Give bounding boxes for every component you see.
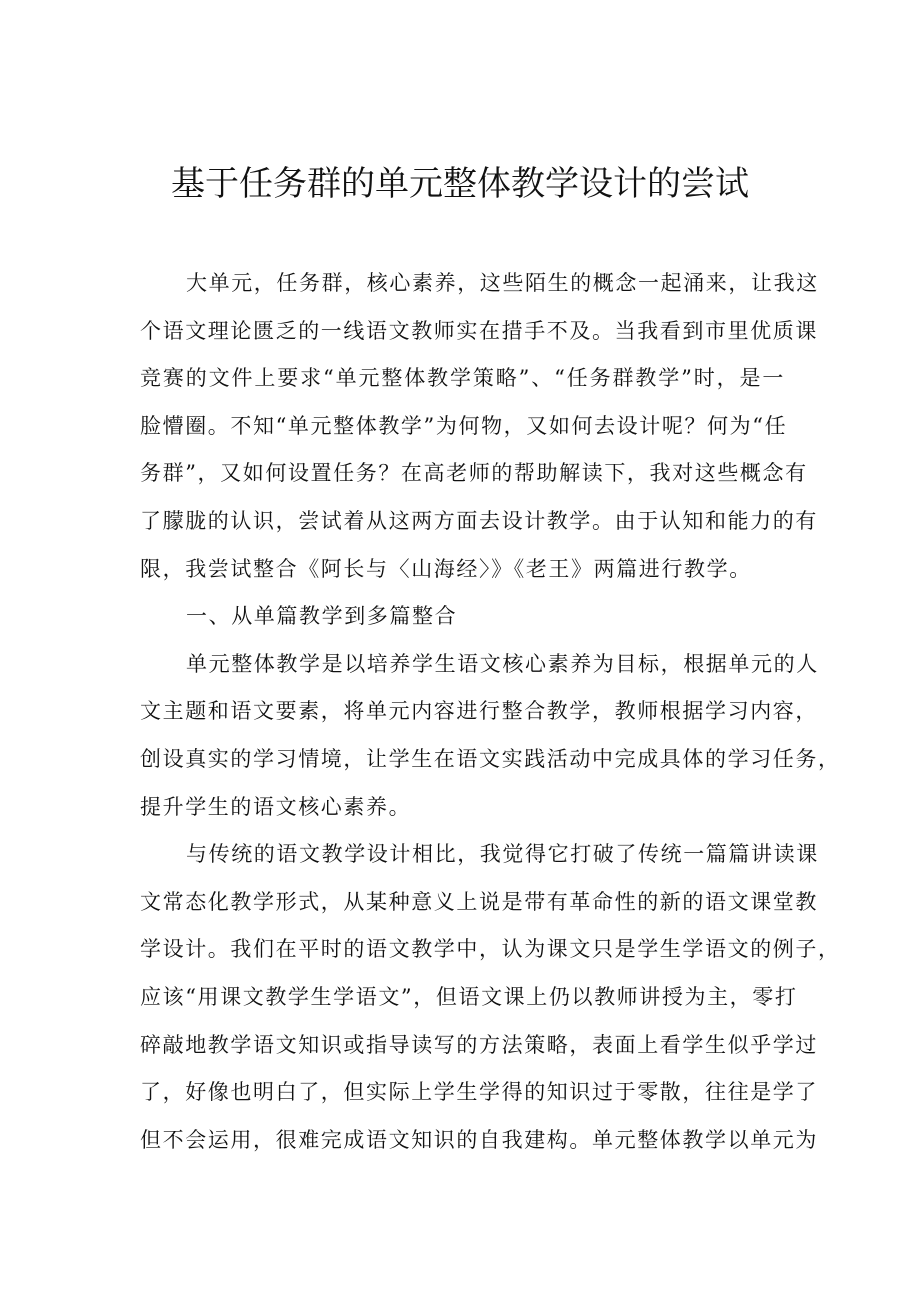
paragraph-line: 文常态化教学形式，从某种意义上说是带有革命性的新的语文课堂教 bbox=[140, 889, 818, 914]
paragraph-line: 务群”，又如何设置任务？在高老师的帮助解读下，我对这些概念有 bbox=[140, 461, 808, 486]
document-body bbox=[140, 260, 841, 1164]
paragraph-line: 但不会运用，很难完成语文知识的自我建构。单元整体教学以单元为 bbox=[140, 1127, 818, 1152]
paragraph-line: 学设计。我们在平时的语文教学中，认为课文只是学生学语文的例子， bbox=[140, 937, 841, 962]
paragraph-line: 限，我尝试整合《阿长与〈山海经〉》《老王》两篇进行教学。 bbox=[140, 556, 752, 581]
paragraph-line: 了朦胧的认识，尝试着从这两方面去设计教学。由于认知和能力的有 bbox=[140, 508, 818, 533]
paragraph-line: 脸懵圈。不知“单元整体教学”为何物，又如何去设计呢？何为“任 bbox=[140, 413, 788, 438]
paragraph-line: 了，好像也明白了，但实际上学生学得的知识过于零散，往往是学了 bbox=[140, 1080, 818, 1105]
paragraph-line: 竞赛的文件上要求“单元整体教学策略”、“任务群教学”时，是一 bbox=[140, 366, 785, 391]
document-title: 基于任务群的单元整体教学设计的尝试 bbox=[171, 164, 749, 204]
paragraph-line: 大单元，任务群，核心素养，这些陌生的概念一起涌来，让我这 bbox=[186, 271, 819, 295]
paragraph-line: 应该“用课文教学生学语文”，但语文课上仍以教师讲授为主，零打 bbox=[140, 984, 798, 1009]
paragraph-line: 提升学生的语文核心素养。 bbox=[140, 794, 412, 819]
paragraph-line: 碎敲地教学语文知识或指导读写的方法策略，表面上看学生似乎学过 bbox=[140, 1032, 818, 1057]
paragraph-line: 文主题和语文要素，将单元内容进行整合教学，教师根据学习内容， bbox=[140, 699, 818, 724]
paragraph-line: 单元整体教学是以培养学生语文核心素养为目标，根据单元的人 bbox=[186, 651, 819, 676]
paragraph-line: 与传统的语文教学设计相比，我觉得它打破了传统一篇篇讲读课 bbox=[186, 842, 819, 867]
section-heading: 一、从单篇教学到多篇整合 bbox=[186, 604, 458, 629]
paragraph-line: 个语文理论匮乏的一线语文教师实在措手不及。当我看到市里优质课 bbox=[140, 318, 818, 343]
paragraph-line: 创设真实的学习情境，让学生在语文实践活动中完成具体的学习任务， bbox=[140, 746, 841, 771]
